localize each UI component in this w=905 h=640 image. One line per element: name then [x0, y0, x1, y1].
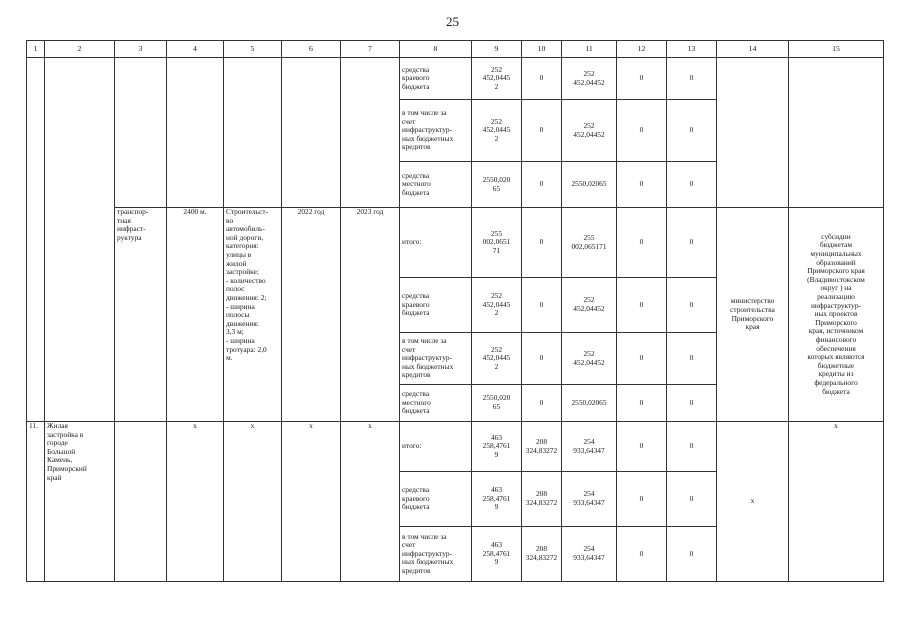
column-number-row: [27, 41, 884, 58]
amount-cell: 0: [522, 385, 562, 422]
amount-cell: 254 933,64347: [562, 422, 617, 472]
amount-cell: 254 933,64347: [562, 527, 617, 582]
item-number-cell: [27, 58, 45, 422]
description-cell: Строительст- во автомобиль- ной дороги, категория: улицы в жилой застройке; - количество полос движения: 2; - ширина полосы движения: 3,3 м; - ширина тротуара: 2,0 м.: [224, 208, 282, 422]
funding-source-cell: итого:: [400, 422, 472, 472]
amount-cell: 252 452,0445 2: [472, 100, 522, 162]
capacity-cell: 2400 м.: [167, 208, 224, 422]
amount-cell: 0: [667, 422, 717, 472]
amount-cell: 0: [617, 58, 667, 100]
object-name-cell: Жилая застройка в городе Большой Камень, Приморский край: [45, 422, 115, 582]
amount-cell: 0: [617, 333, 667, 385]
x-mark-cell: x: [341, 422, 400, 582]
amount-cell: 463 258,4761 9: [472, 422, 522, 472]
empty-cell: [167, 58, 224, 208]
amount-cell: 0: [522, 58, 562, 100]
funding-source-cell: в том числе за счет инфраструктур- ных бюджетных кредитов: [400, 333, 472, 385]
empty-cell: [789, 58, 884, 208]
amount-cell: 0: [667, 100, 717, 162]
amount-cell: 0: [617, 100, 667, 162]
empty-cell: [115, 422, 167, 582]
empty-cell: [115, 58, 167, 208]
amount-cell: 0: [667, 278, 717, 333]
empty-cell: [282, 58, 341, 208]
funding-source-cell: итого:: [400, 208, 472, 278]
amount-cell: 463 258,4761 9: [472, 472, 522, 527]
amount-cell: 0: [617, 472, 667, 527]
amount-cell: 0: [667, 472, 717, 527]
amount-cell: 0: [522, 208, 562, 278]
amount-cell: 2550,02065: [562, 162, 617, 208]
header-cell: 7: [341, 41, 400, 58]
header-cell: 6: [282, 41, 341, 58]
header-cell: 11: [562, 41, 617, 58]
funding-source-cell: в том числе за счет инфраструктур- ных бюджетных кредитов: [400, 527, 472, 582]
x-mark-cell: x: [167, 422, 224, 582]
amount-cell: 0: [617, 527, 667, 582]
header-cell: 1: [27, 41, 45, 58]
amount-cell: 0: [617, 208, 667, 278]
amount-cell: 255 002,065171: [562, 208, 617, 278]
x-mark-cell: x: [224, 422, 282, 582]
amount-cell: 2550,02065: [562, 385, 617, 422]
x-mark-cell: x: [717, 422, 789, 582]
x-mark-cell: x: [789, 422, 884, 582]
table-row: [27, 58, 884, 100]
amount-cell: 0: [617, 162, 667, 208]
amount-cell: 0: [667, 333, 717, 385]
header-cell: 12: [617, 41, 667, 58]
amount-cell: 0: [617, 278, 667, 333]
header-cell: 8: [400, 41, 472, 58]
header-cell: 15: [789, 41, 884, 58]
funding-source-cell: средства местного бюджета: [400, 162, 472, 208]
amount-cell: 0: [667, 58, 717, 100]
infrastructure-type-cell: транспор- тная инфраст- руктура: [115, 208, 167, 422]
amount-cell: 0: [522, 162, 562, 208]
amount-cell: 252 452,0445 2: [472, 333, 522, 385]
header-cell: 13: [667, 41, 717, 58]
header-cell: 2: [45, 41, 115, 58]
item-number-cell: 11.: [27, 422, 45, 582]
amount-cell: 0: [522, 278, 562, 333]
amount-cell: 208 324,83272: [522, 527, 562, 582]
amount-cell: 252 452,04452: [562, 278, 617, 333]
amount-cell: 208 324,83272: [522, 422, 562, 472]
funding-source-cell: в том числе за счет инфраструктур- ных бюджетных кредитов: [400, 100, 472, 162]
amount-cell: 208 324,83272: [522, 472, 562, 527]
amount-cell: 252 452,04452: [562, 333, 617, 385]
amount-cell: 0: [667, 208, 717, 278]
amount-cell: 0: [617, 422, 667, 472]
amount-cell: 252 452,0445 2: [472, 58, 522, 100]
funding-note-cell: субсидии бюджетам муниципальных образований Приморского края (Владивостокском округ ) на реализацию инфраструктур- ных проектов Приморского края, источником финансового обеспечения которых являются бюджетные кредиты из федерального бюджета: [789, 208, 884, 422]
amount-cell: 2550,020 65: [472, 162, 522, 208]
amount-cell: 2550,020 65: [472, 385, 522, 422]
amount-cell: 0: [667, 162, 717, 208]
header-cell: 9: [472, 41, 522, 58]
table-row: [27, 422, 884, 472]
page-number: 25: [446, 14, 459, 29]
header-cell: 4: [167, 41, 224, 58]
amount-cell: 0: [667, 385, 717, 422]
amount-cell: 463 258,4761 9: [472, 527, 522, 582]
amount-cell: 0: [667, 527, 717, 582]
object-name-cell: [45, 58, 115, 422]
x-mark-cell: x: [282, 422, 341, 582]
header-cell: 14: [717, 41, 789, 58]
amount-cell: 254 933,64347: [562, 472, 617, 527]
empty-cell: [224, 58, 282, 208]
amount-cell: 252 452,04452: [562, 100, 617, 162]
empty-cell: [341, 58, 400, 208]
responsible-body-cell: министерство строительства Приморского края: [717, 208, 789, 422]
funding-source-cell: средства местного бюджета: [400, 385, 472, 422]
empty-cell: [717, 58, 789, 208]
header-cell: 10: [522, 41, 562, 58]
header-cell: 5: [224, 41, 282, 58]
table-row: [27, 208, 884, 278]
start-year-cell: 2022 год: [282, 208, 341, 422]
header-cell: 3: [115, 41, 167, 58]
amount-cell: 252 452,04452: [562, 58, 617, 100]
amount-cell: 0: [617, 385, 667, 422]
funding-source-cell: средства краевого бюджета: [400, 472, 472, 527]
program-table: [26, 40, 884, 582]
amount-cell: 0: [522, 100, 562, 162]
amount-cell: 252 452,0445 2: [472, 278, 522, 333]
funding-source-cell: средства краевого бюджета: [400, 278, 472, 333]
amount-cell: 0: [522, 333, 562, 385]
amount-cell: 255 002,0651 71: [472, 208, 522, 278]
funding-source-cell: средства краевого бюджета: [400, 58, 472, 100]
end-year-cell: 2023 год: [341, 208, 400, 422]
